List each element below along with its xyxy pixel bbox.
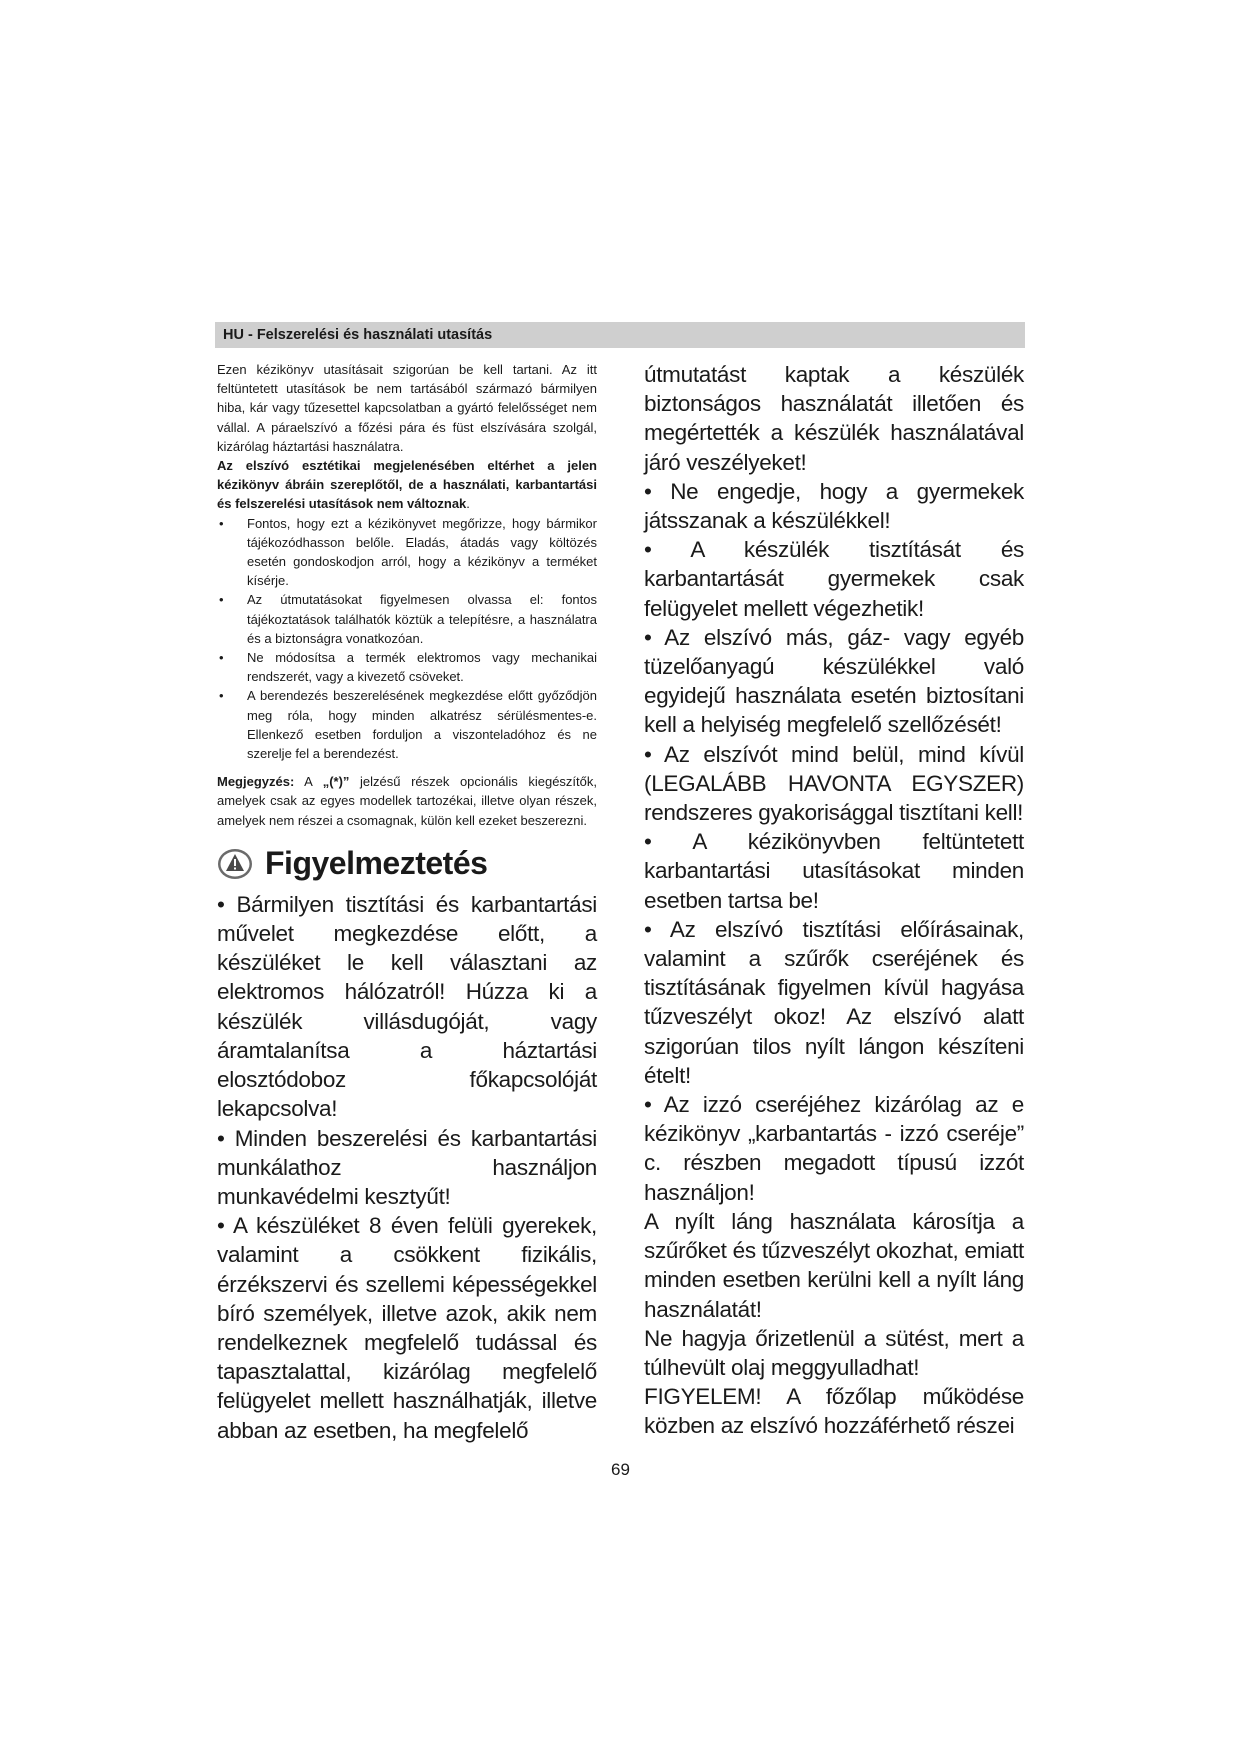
warning-paragraph: • Ne engedje, hogy a gyermekek játsszanak a készülékkel! <box>644 478 1024 534</box>
warning-paragraph: FIGYELEM! A főzőlap működése közben az elszívó hozzáférhető részei <box>644 1384 1024 1439</box>
warning-title: Figyelmeztetés <box>265 845 488 882</box>
design-notice <box>217 456 597 514</box>
warning-paragraph: • A készülék tisztítását és karbantartását gyermekek csak felügyelet mellett végezhetik! <box>644 537 1024 621</box>
warning-paragraph: • Az elszívó más, gáz- vagy egyéb tüzelőanyagú készülékkel való egyidejű használata esetén biztosítani kell a helyiség megfelelő szellőzését! <box>644 624 1024 738</box>
design-notice-end: . <box>466 496 470 512</box>
list-item: • A berendezés beszerelésének megkezdése előtt győződjön meg róla, hogy minden alkatrész sérülésmentes-e. Ellenkező esetben forduljon a viszonteladóhoz és ne szerelje fel a berendezést. <box>217 686 597 763</box>
design-notice-text: Az elszívó esztétikai megjelenésében eltérhet a jelen kézikönyv ábráin szereplőtől, de a használati, karbantartási és felszerelési utasítások nem változnak <box>217 458 597 512</box>
right-column <box>644 360 1024 1441</box>
warning-paragraph: • Az elszívó tisztítási előírásainak, valamint a szűrők cseréjének és tisztításának figyelmen kívül hagyása tűzveszélyt okoz! Az elszívó alatt szigorúan tilos nyílt lángon készíteni ételt! <box>644 916 1024 1088</box>
note-pre: A <box>294 774 323 790</box>
left-column <box>217 360 597 1445</box>
warning-icon <box>217 846 253 882</box>
note-label: Megjegyzés: <box>217 774 295 790</box>
note-text: jelzésű részek opcionális kiegészítők, amelyek csak az egyes modellek tartozékai, illetve olyan részek, amelyek nem részei a csomagnak, külön kell ezeket beszerezni. <box>217 774 597 828</box>
warning-paragraph: • Minden beszerelési és karbantartási munkálathoz használjon munkavédelmi kesztyűt! <box>217 1125 597 1209</box>
intro-paragraph: Ezen kézikönyv utasításait szigorúan be kell tartani. Az itt feltüntetett utasítások be nem tartásából származó bármilyen hiba, kár vagy tűzesettel kapcsolatban a gyártó felelősséget nem vállal. A páraelszívó a főzési pára és füst elszívására szolgál, kizárólag háztartási használatra. <box>217 362 597 454</box>
warning-paragraph: Ne hagyja őrizetlenül a sütést, mert a túlhevült olaj meggyulladhat! <box>644 1325 1024 1380</box>
warning-paragraph: • Az izzó cseréjéhez kizárólag az e kézikönyv „karbantartás - izzó cseréje” c. részben megadott típusú izzót használjon! <box>644 1092 1024 1205</box>
note-paragraph <box>217 772 597 830</box>
instruction-list <box>217 514 597 764</box>
note-mark: „(*)” <box>322 774 350 790</box>
warning-paragraph: A nyílt láng használata károsítja a szűrőket és tűzveszélyt okozhat, emiatt minden esetben kerülni kell a nyílt láng használatát! <box>644 1208 1024 1322</box>
warning-heading <box>217 842 597 886</box>
warning-paragraph: • A kézikönyvben feltüntetett karbantartási utasításokat minden esetben tartsa be! <box>644 829 1024 913</box>
list-item: • Fontos, hogy ezt a kézikönyvet megőrizze, hogy bármikor tájékozódhasson belőle. Eladás, átadás vagy költözés esetén gondoskodjon arról, hogy a kézikönyv a terméket kísérje. <box>217 514 597 591</box>
warning-paragraph: • A készüléket 8 éven felüli gyerekek, valamint a csökkent fizikális, érzékszervi és szellemi képességekkel bíró személyek, illetve azok, akik nem rendelkeznek megfelelő tudással és tapasztalattal, kizárólag megfelelő felügyelet mellett használhatják, illetve abban az esetben, ha megfelelő <box>217 1213 597 1443</box>
warning-paragraph: • Bármilyen tisztítási és karbantartási művelet megkezdése előtt, a készüléket le kell választani az elektromos hálózatról! Húzza ki a készülék villásdugóját, vagy áramtalanítsa a háztartási elosztódoboz főkapcsolóját lekapcsolva! <box>217 891 597 1122</box>
warning-paragraph: • Az elszívót mind belül, mind kívül (LEGALÁBB HAVONTA EGYSZER) rendszeres gyakorisággal tisztítani kell! <box>644 741 1024 826</box>
page-number: 69 <box>611 1460 630 1479</box>
section-header: HU - Felszerelési és használati utasítás <box>215 322 1025 348</box>
warning-paragraph: útmutatást kaptak a készülék biztonságos használatát illetően és megértették a készülék használatával járó veszélyeket! <box>644 362 1024 475</box>
list-item: • Ne módosítsa a termék elektromos vagy mechanikai rendszerét, vagy a kivezető csöveket. <box>217 648 597 686</box>
list-item: • Az útmutatásokat figyelmesen olvassa el: fontos tájékoztatások találhatók köztük a telepítésre, a használatra és a biztonságra vonatkozóan. <box>217 590 597 648</box>
